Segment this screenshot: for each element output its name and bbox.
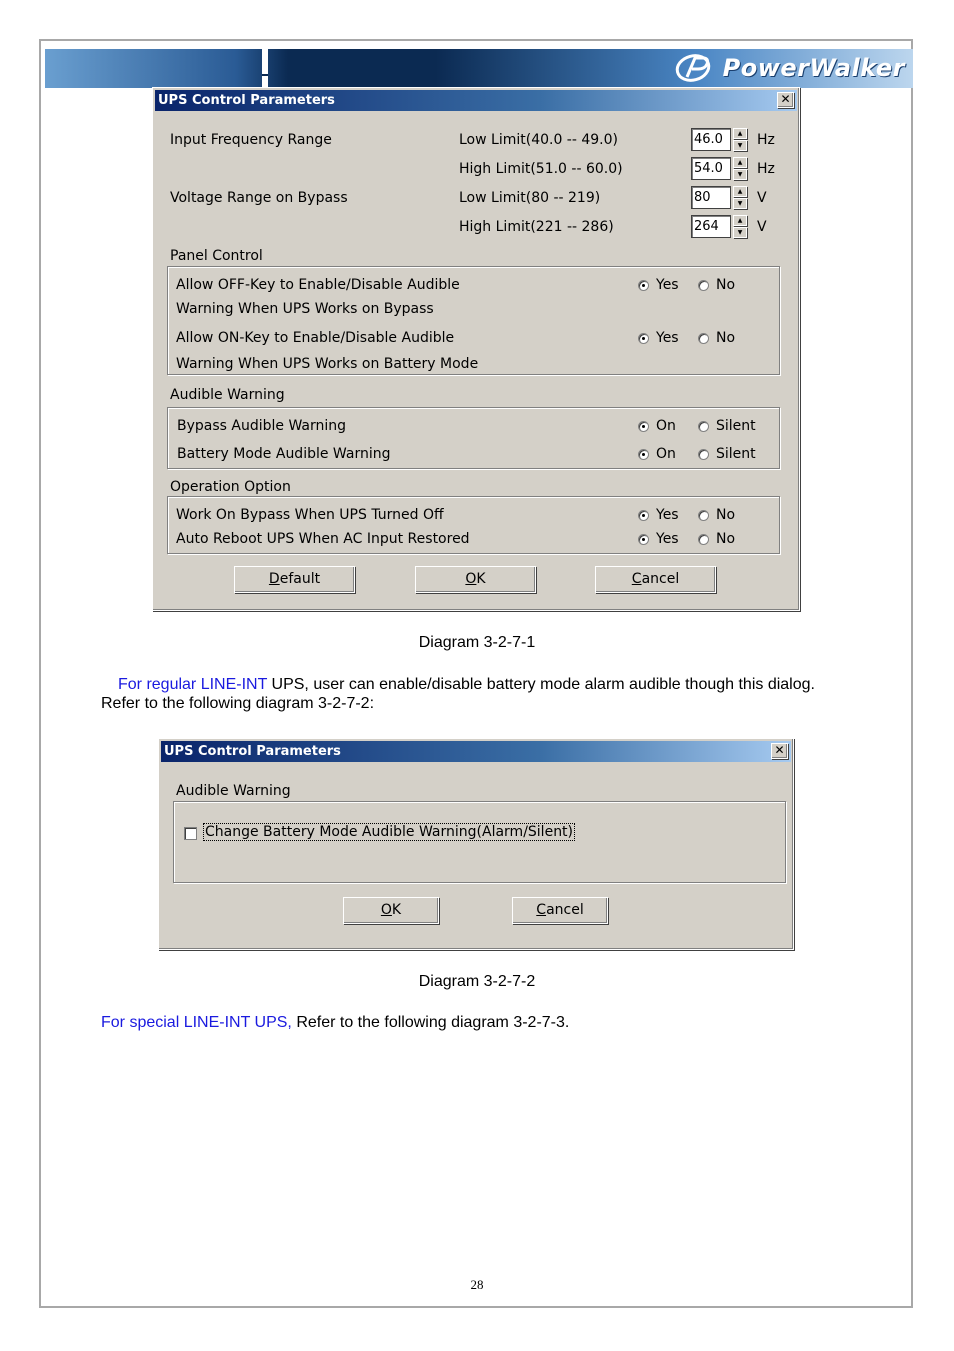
radio-unchecked-icon (698, 333, 709, 344)
header-divider (262, 49, 268, 88)
radio-checked-icon (638, 280, 649, 291)
ok-button-mnemonic: O (380, 902, 392, 918)
radio-label: No (716, 507, 736, 523)
dialog-title: UPS Control Parameters (158, 93, 335, 108)
volt-high-spinner[interactable] (691, 215, 749, 238)
volt-low-input[interactable]: 80 (691, 186, 731, 209)
freq-high-unit: Hz (757, 161, 775, 177)
radio-label: Silent (716, 446, 756, 462)
dialog-title: UPS Control Parameters (164, 744, 341, 759)
paragraph-regular-line-int (101, 676, 815, 694)
spin-down-icon[interactable]: ▼ (733, 227, 747, 238)
auto-reboot-yes-radio[interactable] (638, 531, 679, 547)
audible-warning-group (173, 801, 786, 883)
radio-label: Silent (716, 418, 756, 434)
header-banner (45, 49, 913, 88)
on-key-label-line2: Warning When UPS Works on Battery Mode (176, 356, 479, 372)
paragraph-special-line-int (101, 1014, 569, 1032)
freq-high-label: High Limit(51.0 -- 60.0) (459, 161, 623, 177)
caption-diagram-2: Diagram 3-2-7-2 (418, 973, 536, 990)
on-key-yes-radio[interactable] (638, 330, 679, 346)
close-icon: ✕ (780, 92, 791, 106)
ok-button[interactable] (343, 897, 439, 924)
radio-label: On (656, 418, 676, 434)
ok-button-label: K (476, 571, 486, 587)
battery-on-radio[interactable] (638, 446, 676, 462)
radio-unchecked-icon (698, 534, 709, 545)
bypass-audible-label: Bypass Audible Warning (177, 418, 347, 434)
radio-label: Yes (656, 277, 679, 293)
close-icon: ✕ (774, 743, 785, 757)
panel-control-group (167, 266, 780, 375)
radio-checked-icon (638, 534, 649, 545)
off-key-yes-radio[interactable] (638, 277, 679, 293)
ok-button[interactable] (415, 566, 536, 593)
ups-control-dialog-simple (158, 738, 794, 950)
radio-unchecked-icon (698, 449, 709, 460)
paragraph-line2: Refer to the following diagram 3-2-7-2: (101, 695, 375, 712)
brand-logo (673, 52, 905, 84)
audible-warning-title: Audible Warning (170, 387, 285, 403)
battery-silent-radio[interactable] (698, 446, 756, 462)
spin-down-icon[interactable]: ▼ (733, 140, 747, 151)
bypass-off-yes-radio[interactable] (638, 507, 679, 523)
bypass-silent-radio[interactable] (698, 418, 756, 434)
caption-diagram-1: Diagram 3-2-7-1 (418, 634, 536, 651)
volt-low-unit: V (757, 190, 767, 206)
radio-unchecked-icon (698, 421, 709, 432)
dialog-titlebar[interactable] (161, 741, 791, 762)
freq-low-label: Low Limit(40.0 -- 49.0) (459, 132, 618, 148)
voltage-bypass-label: Voltage Range on Bypass (170, 190, 348, 206)
checkbox-label[interactable]: Change Battery Mode Audible Warning(Alarm/Silent) (205, 824, 574, 840)
cancel-button-label: ancel (546, 902, 584, 918)
radio-label: No (716, 330, 736, 346)
paragraph-blue-lead: For regular LINE-INT (118, 676, 268, 693)
spin-up-icon[interactable]: ▲ (733, 215, 747, 226)
off-key-no-radio[interactable] (698, 277, 735, 293)
freq-low-spinner[interactable] (691, 128, 749, 151)
freq-low-unit: Hz (757, 132, 775, 148)
dialog-titlebar[interactable] (155, 90, 797, 111)
radio-checked-icon (638, 510, 649, 521)
input-frequency-label: Input Frequency Range (170, 132, 332, 148)
cancel-button-mnemonic: C (631, 571, 642, 587)
radio-label: Yes (656, 330, 679, 346)
page-number: 28 (470, 1277, 484, 1292)
on-key-label-line1: Allow ON-Key to Enable/Disable Audible (176, 330, 455, 346)
ok-button-mnemonic: O (465, 571, 477, 587)
panel-control-title: Panel Control (170, 248, 263, 264)
radio-checked-icon (638, 333, 649, 344)
freq-low-input[interactable]: 46.0 (691, 128, 731, 151)
close-button[interactable] (777, 92, 794, 108)
battery-audible-label: Battery Mode Audible Warning (177, 446, 391, 462)
operation-option-title: Operation Option (170, 479, 291, 495)
volt-high-label: High Limit(221 -- 286) (459, 219, 614, 235)
volt-low-spinner[interactable] (691, 186, 749, 209)
radio-label: Yes (656, 531, 679, 547)
close-button[interactable] (771, 743, 788, 759)
radio-checked-icon (638, 421, 649, 432)
default-button-label: efault (279, 571, 321, 587)
cancel-button-mnemonic: C (536, 902, 547, 918)
volt-low-label: Low Limit(80 -- 219) (459, 190, 601, 206)
battery-audible-checkbox[interactable] (184, 827, 197, 840)
paragraph-line1-rest: UPS, user can enable/disable battery mode alarm audible though this dialog. (267, 676, 815, 693)
on-key-no-radio[interactable] (698, 330, 735, 346)
bypass-off-label: Work On Bypass When UPS Turned Off (176, 507, 444, 523)
default-button-mnemonic: D (268, 571, 280, 587)
powerwalker-logo-icon (673, 53, 717, 83)
radio-label: Yes (656, 507, 679, 523)
spin-up-icon[interactable]: ▲ (733, 157, 747, 168)
freq-high-input[interactable]: 54.0 (691, 157, 731, 180)
radio-label: No (716, 531, 736, 547)
radio-label: No (716, 277, 736, 293)
radio-checked-icon (638, 449, 649, 460)
header-divider-tick (262, 74, 268, 76)
paragraph-blue-lead: For special LINE-INT UPS, (101, 1014, 292, 1031)
spin-up-icon[interactable]: ▲ (733, 128, 747, 139)
operation-option-group (167, 496, 780, 554)
volt-high-unit: V (757, 219, 767, 235)
audible-warning-group (167, 407, 780, 469)
brand-name: PowerWalker (722, 54, 905, 82)
audible-warning-title: Audible Warning (176, 783, 291, 799)
off-key-label-line1: Allow OFF-Key to Enable/Disable Audible (176, 277, 460, 293)
radio-unchecked-icon (698, 510, 709, 521)
spin-up-icon[interactable]: ▲ (733, 186, 747, 197)
bypass-on-radio[interactable] (638, 418, 676, 434)
ok-button-label: K (391, 902, 402, 918)
cancel-button-label: ancel (641, 571, 680, 587)
auto-reboot-no-radio[interactable] (698, 531, 735, 547)
cancel-button[interactable] (512, 897, 608, 924)
spin-down-icon[interactable]: ▼ (733, 198, 747, 209)
off-key-label-line2: Warning When UPS Works on Bypass (176, 301, 434, 317)
auto-reboot-label: Auto Reboot UPS When AC Input Restored (176, 531, 470, 547)
bypass-off-no-radio[interactable] (698, 507, 735, 523)
radio-unchecked-icon (698, 280, 709, 291)
spin-down-icon[interactable]: ▼ (733, 169, 747, 180)
ups-control-dialog-full (152, 87, 800, 611)
freq-high-spinner[interactable] (691, 157, 749, 180)
default-button[interactable] (234, 566, 355, 593)
volt-high-input[interactable]: 264 (691, 215, 731, 238)
paragraph-rest: Refer to the following diagram 3-2-7-3. (291, 1014, 570, 1031)
radio-label: On (656, 446, 676, 462)
cancel-button[interactable] (595, 566, 716, 593)
